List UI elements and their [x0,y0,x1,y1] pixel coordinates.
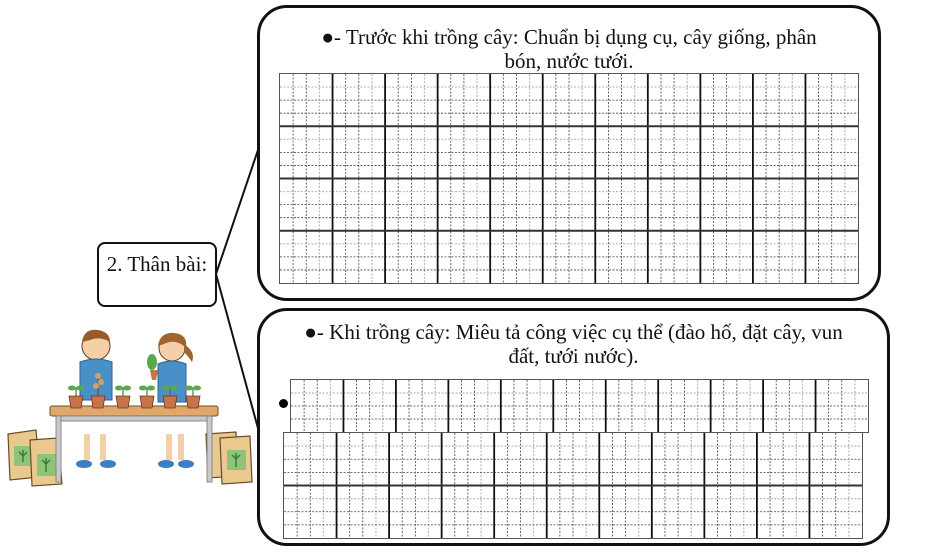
section-label: 2. Thân bài: [106,252,208,276]
writing-grid-while-planting-first-row[interactable] [290,379,869,433]
writing-grid-while-planting[interactable] [283,432,863,539]
soil-bag-icon [8,430,62,486]
soil-bag-icon [206,432,252,484]
bullet-icon [279,399,288,408]
while-planting-text [262,320,885,368]
before-planting-line2: bón, nước tưới. [504,49,634,73]
while-planting-line1: ●- Khi trồng cây: Miêu tả công việc cụ thể (đào hố, đặt cây, vun [304,320,843,344]
while-planting-line2: đất, tưới nước). [508,344,639,368]
children-planting-illustration [0,322,258,490]
before-planting-text [262,25,876,73]
before-planting-line1: ●- Trước khi trồng cây: Chuẩn bị dụng cụ, cây giống, phân [321,25,817,49]
section-label-box [97,242,217,307]
writing-grid-before-planting[interactable] [279,73,859,284]
table [50,406,218,482]
